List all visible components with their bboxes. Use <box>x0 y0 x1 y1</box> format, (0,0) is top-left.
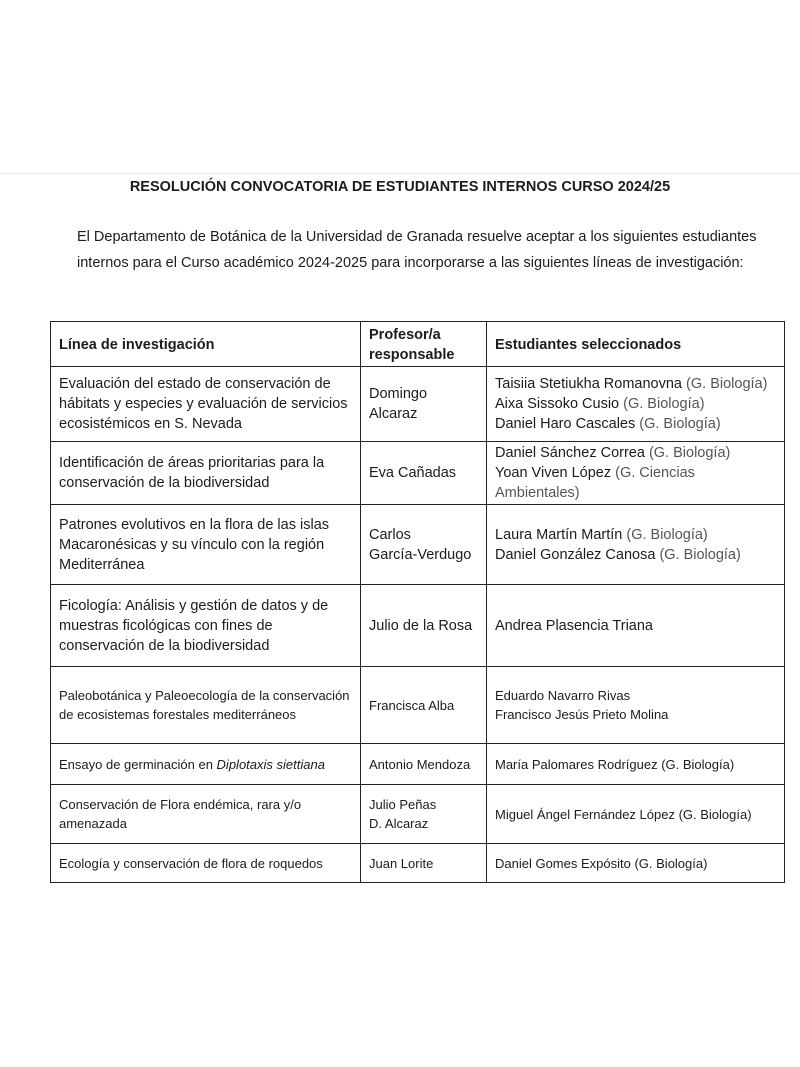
cell-line: Ecología y conservación de flora de roquedos <box>51 844 361 883</box>
cell-students <box>487 367 785 442</box>
table-header-row <box>51 322 785 367</box>
professor-name: García-Verdugo <box>369 546 472 563</box>
student-entry: Francisco Jesús Prieto Molina <box>495 707 669 722</box>
intro-paragraph: El Departamento de Botánica de la Universidad de Granada resuelve aceptar a los siguientes estudiantes internos para el Curso académico 2024-2025 para incorporarse a las siguientes líneas de investigación: <box>77 229 757 271</box>
student-entry: Daniel Gomes Expósito (G. Biología) <box>495 855 708 871</box>
professor-name: Domingo <box>369 386 428 402</box>
student-entry: Daniel Haro Cascales (G. Biología) <box>495 416 721 432</box>
cell-professor <box>361 585 487 667</box>
cell-students <box>487 585 785 667</box>
professor-name: Juan Lorite <box>369 855 434 871</box>
header-line: Línea de investigación <box>51 322 361 367</box>
professor-name: D. Alcaraz <box>369 816 429 831</box>
professor-name: Carlos <box>369 526 411 543</box>
header-professor-1: Profesor/a <box>369 326 441 343</box>
research-lines-table <box>50 321 785 883</box>
professor-name: Francisca Alba <box>369 697 455 713</box>
cell-professor <box>361 442 487 505</box>
cell-line: Ficología: Análisis y gestión de datos y de muestras ficológicas con fines de conservación de la biodiversidad <box>51 585 361 667</box>
cell-students <box>487 844 785 883</box>
cell-students <box>487 744 785 785</box>
cell-professor <box>361 505 487 585</box>
professor-name: Antonio Mendoza <box>369 756 471 772</box>
student-entry: Miguel Ángel Fernández López (G. Biología) <box>495 806 752 822</box>
cell-line: Ensayo de germinación en Diplotaxis siettiana <box>51 744 361 785</box>
student-entry: Taisiia Stetiukha Romanovna (G. Biología) <box>495 376 768 392</box>
table-row <box>51 367 785 442</box>
table-row <box>51 844 785 883</box>
table-row <box>51 785 785 844</box>
cell-professor <box>361 785 487 844</box>
cell-line: Identificación de áreas prioritarias para la conservación de la biodiversidad <box>51 442 361 505</box>
cell-line: Conservación de Flora endémica, rara y/o amenazada <box>51 785 361 844</box>
header-professor-2: responsable <box>369 346 455 363</box>
student-entry: María Palomares Rodríguez (G. Biología) <box>495 756 735 772</box>
student-entry: Laura Martín Martín (G. Biología) <box>495 526 708 543</box>
header-professor <box>361 322 487 367</box>
cell-line: Paleobotánica y Paleoecología de la conservación de ecosistemas forestales mediterráneos <box>51 667 361 744</box>
table-row <box>51 505 785 585</box>
cell-students <box>487 505 785 585</box>
table-row <box>51 442 785 505</box>
cell-students <box>487 667 785 744</box>
student-entry: Andrea Plasencia Triana <box>495 617 653 634</box>
cell-professor <box>361 744 487 785</box>
professor-name: Eva Cañadas <box>369 465 457 481</box>
student-entry: Yoan Viven López (G. Ciencias Ambientales) <box>495 465 695 501</box>
student-entry: Aixa Sissoko Cusio (G. Biología) <box>495 396 705 412</box>
cell-professor <box>361 844 487 883</box>
table-row <box>51 585 785 667</box>
student-entry: Daniel González Canosa (G. Biología) <box>495 546 741 563</box>
table-row <box>51 744 785 785</box>
professor-name: Julio de la Rosa <box>369 617 473 634</box>
cell-professor <box>361 367 487 442</box>
page-top-divider <box>0 173 800 174</box>
table-row <box>51 667 785 744</box>
student-entry: Eduardo Navarro Rivas <box>495 688 631 703</box>
student-entry: Daniel Sánchez Correa (G. Biología) <box>495 445 731 461</box>
cell-students <box>487 785 785 844</box>
cell-professor <box>361 667 487 744</box>
header-students: Estudiantes seleccionados <box>487 322 785 367</box>
professor-name: Julio Peñas <box>369 797 437 812</box>
professor-name: Alcaraz <box>369 406 418 422</box>
cell-line: Patrones evolutivos en la flora de las islas Macaronésicas y su vínculo con la región Mediterránea <box>51 505 361 585</box>
cell-line: Evaluación del estado de conservación de hábitats y especies y evaluación de servicios ecosistémicos en S. Nevada <box>51 367 361 442</box>
document-title: RESOLUCIÓN CONVOCATORIA DE ESTUDIANTES INTERNOS CURSO 2024/25 <box>129 179 671 195</box>
species-name: Diplotaxis siettiana <box>216 756 325 772</box>
cell-students <box>487 442 785 505</box>
